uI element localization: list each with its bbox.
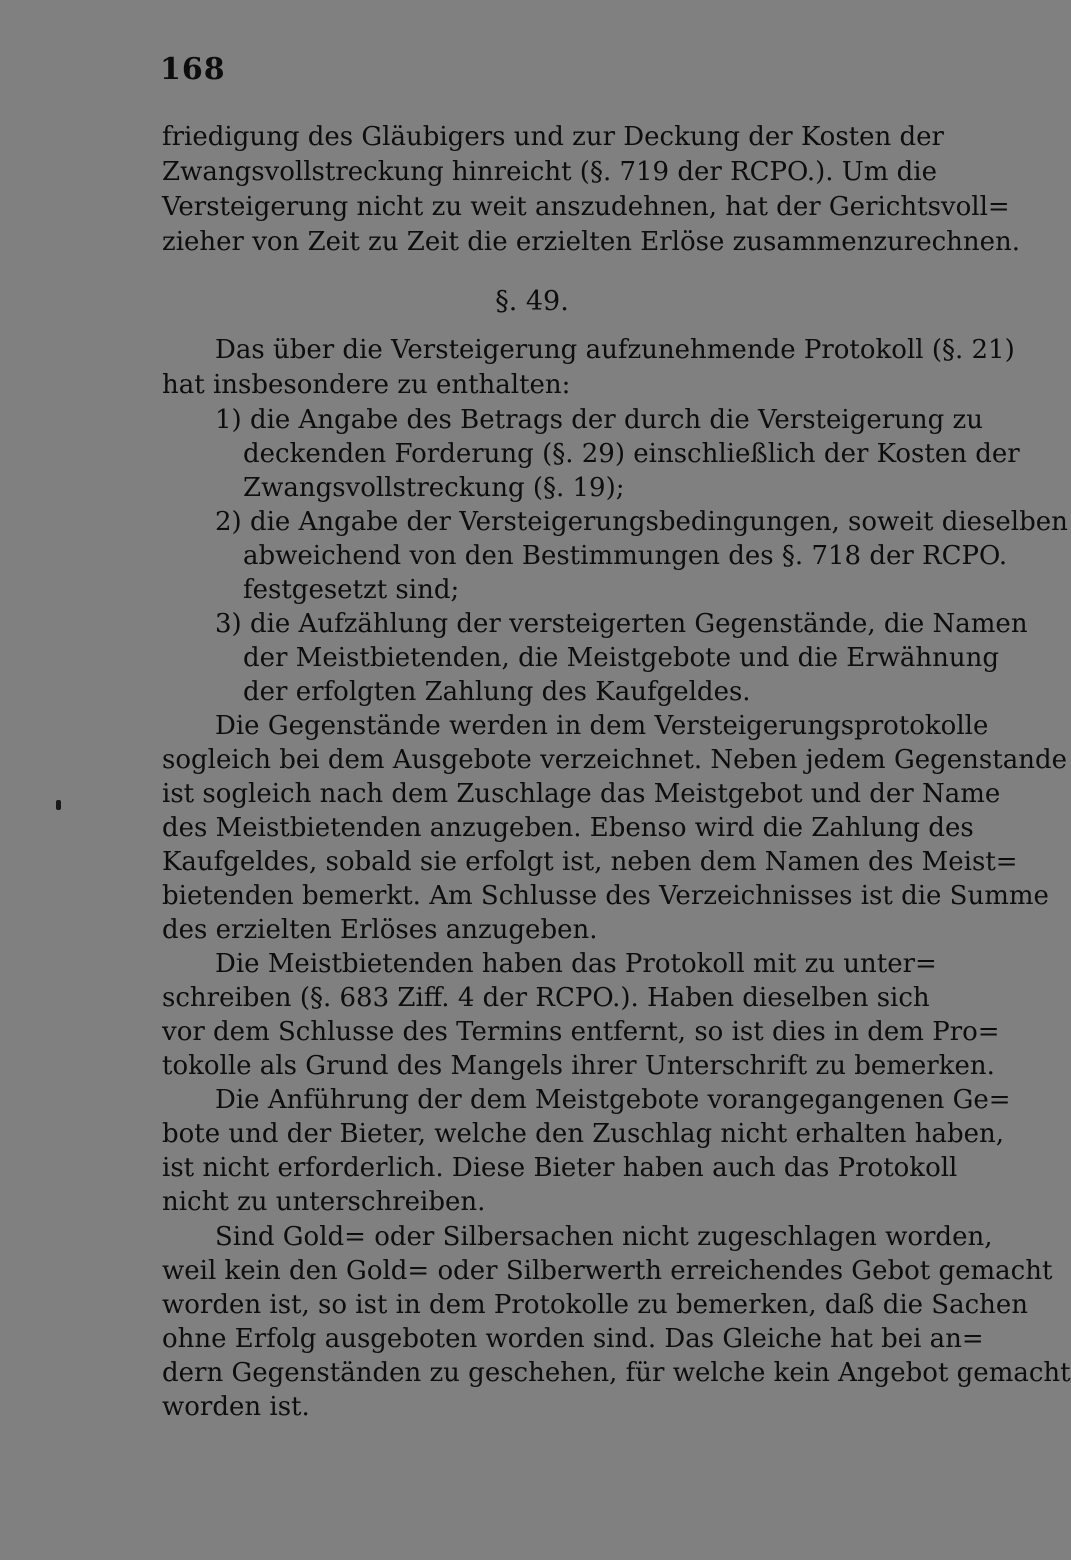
text-line: zieher von Zeit zu Zeit die erzielten Erlöse zusammenzurechnen.	[162, 227, 1021, 257]
text-line: Zwangsvollstreckung hinreicht (§. 719 der RCPO.). Um die	[162, 157, 937, 187]
text-line: friedigung des Gläubigers und zur Deckung der Kosten der	[162, 122, 944, 152]
text-line: Die Gegenstände werden in dem Versteigerungsprotokolle	[215, 711, 989, 741]
text-line: Kaufgeldes, sobald sie erfolgt ist, neben dem Namen des Meist=	[162, 847, 1018, 877]
text-line: des Meistbietenden anzugeben. Ebenso wird die Zahlung des	[162, 813, 974, 843]
text-line: des erzielten Erlöses anzugeben.	[162, 915, 598, 945]
text-line: Versteigerung nicht zu weit anszudehnen, hat der Gerichtsvoll=	[162, 192, 1010, 222]
text-line: tokolle als Grund des Mangels ihrer Unterschrift zu bemerken.	[162, 1051, 995, 1081]
text-line: sogleich bei dem Ausgebote verzeichnet. Neben jedem Gegenstande	[162, 745, 1067, 775]
text-line: nicht zu unterschreiben.	[162, 1187, 486, 1217]
text-line: ist sogleich nach dem Zuschlage das Meistgebot und der Name	[162, 779, 1001, 809]
text-line: weil kein den Gold= oder Silberwerth erreichendes Gebot gemacht	[162, 1256, 1053, 1286]
text-line: hat insbesondere zu enthalten:	[162, 370, 571, 400]
text-line: bietenden bemerkt. Am Schlusse des Verzeichnisses ist die Summe	[162, 881, 1049, 911]
list-item-line: abweichend von den Bestimmungen des §. 718 der RCPO.	[243, 541, 1008, 571]
list-item-line: deckenden Forderung (§. 29) einschließlich der Kosten der	[243, 439, 1020, 469]
text-line: dern Gegenständen zu geschehen, für welche kein Angebot gemacht	[162, 1358, 1071, 1388]
text-line: Das über die Versteigerung aufzunehmende Protokoll (§. 21)	[215, 335, 1015, 365]
text-line: Sind Gold= oder Silbersachen nicht zugeschlagen worden,	[215, 1222, 993, 1252]
margin-mark	[56, 800, 61, 810]
list-item-line: Zwangsvollstreckung (§. 19);	[243, 473, 625, 503]
page-number: 168	[160, 52, 226, 87]
list-item-line: 3) die Aufzählung der versteigerten Gegenstände, die Namen	[215, 609, 1028, 639]
text-line: bote und der Bieter, welche den Zuschlag nicht erhalten haben,	[162, 1119, 1004, 1149]
text-line: Die Meistbietenden haben das Protokoll mit zu unter=	[215, 949, 937, 979]
text-line: vor dem Schlusse des Termins entfernt, so ist dies in dem Pro=	[162, 1017, 1000, 1047]
list-item-line: der Meistbietenden, die Meistgebote und die Erwähnung	[243, 643, 1000, 673]
section-heading: §. 49.	[495, 286, 569, 317]
list-item-line: festgesetzt sind;	[243, 575, 460, 605]
list-item-line: 1) die Angabe des Betrags der durch die Versteigerung zu	[215, 405, 984, 435]
text-line: ohne Erfolg ausgeboten worden sind. Das Gleiche hat bei an=	[162, 1324, 984, 1354]
text-line: worden ist, so ist in dem Protokolle zu bemerken, daß die Sachen	[162, 1290, 1029, 1320]
text-line: ist nicht erforderlich. Diese Bieter haben auch das Protokoll	[162, 1153, 958, 1183]
list-item-line: 2) die Angabe der Versteigerungsbedingungen, soweit dieselben	[215, 507, 1068, 537]
list-item-line: der erfolgten Zahlung des Kaufgeldes.	[243, 677, 751, 707]
text-line: worden ist.	[162, 1392, 310, 1422]
text-line: Die Anführung der dem Meistgebote vorangegangenen Ge=	[215, 1085, 1011, 1115]
text-line: schreiben (§. 683 Ziff. 4 der RCPO.). Haben dieselben sich	[162, 983, 930, 1013]
